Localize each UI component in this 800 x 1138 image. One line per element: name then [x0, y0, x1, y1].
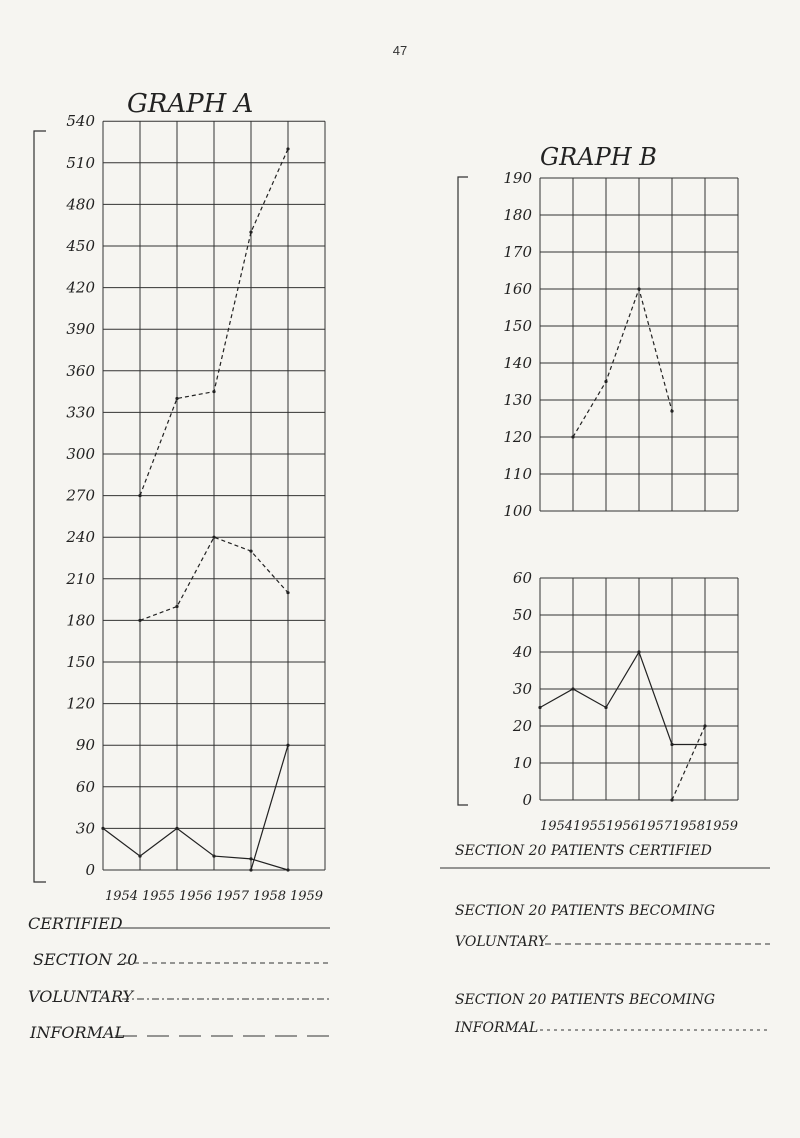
graph-a-y-tick-label: 90	[75, 736, 95, 755]
graph-b-y-tick-label: 190	[503, 169, 532, 187]
graph-a-y-tick-labels	[65, 112, 95, 879]
graph-b-x-tick-labels	[540, 819, 738, 834]
graph-b-grid	[540, 178, 738, 800]
graph-b-series	[538, 287, 706, 801]
graph-a-y-tick-label: 450	[66, 237, 95, 255]
graph-a-series-informal	[251, 745, 288, 870]
graph-a-bracket	[34, 131, 46, 882]
graph-b-caption: SECTION 20 PATIENTS CERTIFIED	[455, 843, 712, 859]
graph-a-y-tick-label: 150	[66, 653, 95, 671]
graph-a-y-tick-label: 30	[75, 819, 95, 838]
graph-a-y-tick-label: 390	[66, 320, 95, 339]
graph-b-title: GRAPH B	[540, 143, 657, 171]
graph-a-y-tick-label: 180	[66, 611, 95, 630]
graph-a-x-tick-label: 1958	[252, 889, 287, 904]
graph-a-y-tick-label: 0	[85, 861, 95, 879]
graph-b-x-tick-label: 1958	[671, 819, 706, 834]
graph-a	[34, 112, 325, 904]
graph-a-y-tick-label: 270	[66, 486, 95, 505]
graph-a-title: GRAPH A	[127, 89, 254, 119]
note-informal-line1: SECTION 20 PATIENTS BECOMING	[455, 992, 716, 1008]
graph-a-y-tick-label: 360	[66, 361, 95, 380]
graph-b-y-tick-label: 110	[503, 465, 532, 483]
graph-a-x-tick-label: 1957	[215, 889, 250, 904]
graph-a-y-tick-label: 210	[66, 569, 95, 588]
graph-b-y-tick-label: 0	[522, 791, 532, 809]
legend-voluntary-label: VOLUNTARY	[28, 987, 134, 1006]
graph-b-y-tick-label: 30	[512, 680, 532, 698]
graph-b-y-tick-label: 50	[512, 606, 532, 624]
graph-b-x-tick-label: 1955	[572, 819, 607, 834]
graph-b-x-tick-label: 1957	[638, 819, 673, 834]
graph-b-y-tick-label: 180	[503, 206, 532, 224]
page-number: 47	[392, 43, 408, 58]
graph-b-y-tick-label: 100	[503, 502, 532, 520]
graph-b-y-tick-label: 150	[503, 317, 532, 335]
graph-a-y-tick-label: 60	[75, 777, 95, 796]
graph-b-x-tick-label: 1959	[704, 819, 739, 834]
graph-a-x-tick-label: 1956	[178, 889, 213, 904]
graph-b-y-tick-label: 60	[512, 569, 532, 587]
legend-informal-label: INFORMAL	[30, 1023, 126, 1042]
graph-b-y-tick-label: 140	[503, 354, 532, 372]
graph-a-y-tick-label: 480	[66, 195, 95, 214]
graph-a-y-tick-label: 240	[66, 528, 95, 547]
legend-section20-label: SECTION 20	[33, 950, 138, 969]
note-informal-line2: INFORMAL	[455, 1020, 539, 1036]
graph-a-series-voluntary	[103, 828, 288, 870]
graph-b-y-tick-label: 40	[512, 643, 532, 661]
graph-b-x-tick-label: 1956	[605, 819, 640, 834]
graph-b-y-tick-labels	[503, 169, 532, 809]
graph-a-y-tick-label: 510	[66, 153, 95, 172]
graph-a-y-tick-label: 300	[66, 445, 95, 463]
graph-b-notes	[454, 903, 770, 1036]
graph-b-y-tick-label: 20	[512, 717, 532, 735]
graph-a-y-tick-label: 120	[66, 694, 95, 713]
graph-b-bracket	[458, 177, 468, 805]
graph-b-y-tick-label: 170	[503, 243, 532, 261]
graph-a-series	[101, 147, 289, 871]
graph-a-y-tick-label: 420	[66, 278, 95, 297]
graph-b	[458, 169, 738, 834]
note-voluntary-line2: VOLUNTARY	[455, 934, 547, 950]
graph-a-grid	[103, 121, 325, 870]
graph-b-y-tick-label: 120	[503, 428, 532, 446]
graph-a-y-tick-label: 540	[66, 112, 95, 131]
graph-b-x-tick-label: 1954	[539, 819, 574, 834]
note-voluntary-line1: SECTION 20 PATIENTS BECOMING	[455, 903, 716, 919]
graph-a-y-tick-label: 330	[66, 403, 95, 422]
graph-a-x-tick-label: 1959	[289, 889, 324, 904]
legend-certified-label: CERTIFIED	[28, 914, 123, 933]
graph-b-y-tick-label: 130	[503, 391, 532, 409]
graph-b-y-tick-label: 10	[512, 754, 532, 772]
graph-b-series-section-20-patients-becoming-voluntary	[540, 652, 705, 745]
graph-a-legend	[28, 914, 330, 1042]
graph-b-y-tick-label: 160	[503, 280, 532, 298]
graph-a-x-tick-label: 1954	[104, 889, 139, 904]
graph-a-x-tick-label: 1955	[141, 889, 176, 904]
graph-a-x-tick-labels	[105, 889, 323, 904]
